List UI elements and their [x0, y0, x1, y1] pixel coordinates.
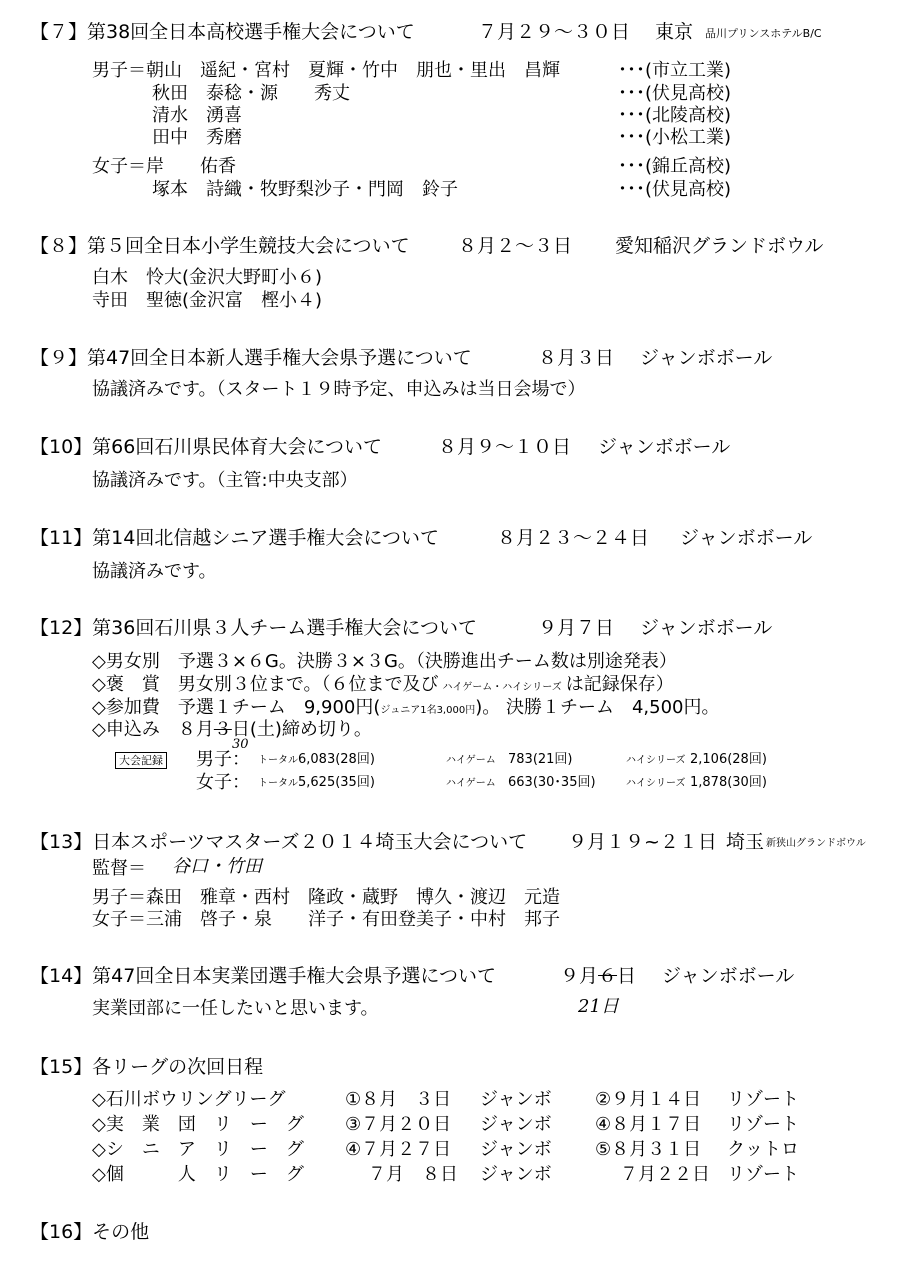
s15-venue-b-2: クットロ: [727, 1139, 799, 1160]
s7-girls-row-1: 塚本 詩織・牧野梨沙子・門岡 鈴子: [152, 179, 458, 200]
section-12-date: ９月７日: [538, 617, 615, 639]
section-7-heading: 【７】第38回全日本高校選手権大会について: [30, 21, 415, 43]
s8-line-0: 白木 怜大(金沢大野町小６): [92, 267, 323, 288]
s15-venue-a-3: ジャンボ: [480, 1164, 552, 1185]
s15-league-0: ◇石川ボウリングリーグ: [92, 1089, 286, 1110]
s13-girls: 女子＝三浦 啓子・泉 洋子・有田登美子・中村 邦子: [92, 909, 560, 930]
section-7-place: 東京: [655, 21, 694, 43]
s15-date-a-2: ④７月２７日: [345, 1139, 452, 1160]
record-label-box: 大会記録: [115, 752, 167, 769]
s7-boys-row-2: 清水 湧喜: [152, 105, 242, 126]
s12-boys-hg-label: ハイゲーム: [446, 755, 496, 766]
s13-coach-label: 監督＝: [92, 858, 146, 879]
section-7-date: ７月２９～３０日: [478, 21, 631, 43]
section-8-venue: 愛知稲沢グランドボウル: [615, 235, 824, 257]
section-9-heading: 【９】第47回全日本新人選手権大会県予選について: [30, 347, 472, 369]
s11-line: 協議済みです。: [92, 561, 217, 582]
s7-girls-school-1: ･･･(伏見高校): [618, 179, 732, 200]
s15-venue-b-1: リゾート: [727, 1114, 799, 1135]
section-11-heading: 【11】第14回北信越シニア選手権大会について: [30, 527, 439, 549]
section-10-date: ８月９～１０日: [438, 436, 572, 458]
section-11-date: ８月２３～２４日: [497, 527, 650, 549]
s12-girls-hg: 663(30･35回): [508, 775, 596, 790]
s12-line-3: [92, 699, 719, 717]
s12-record-label: [115, 751, 167, 767]
s14-date-month: ９月: [560, 965, 599, 987]
s15-date-a-0: ①８月 ３日: [345, 1089, 452, 1110]
s15-venue-a-2: ジャンボ: [480, 1139, 552, 1160]
s12-boys-total: 6,083(28回): [298, 752, 375, 767]
s15-venue-a-0: ジャンボ: [480, 1089, 552, 1110]
s13-coach-names: 谷口・竹田: [172, 856, 262, 877]
s12-girls-total: 5,625(35回): [298, 775, 375, 790]
s14-date-suffix: 日: [617, 965, 637, 987]
section-15-heading: 【15】各リーグの次回日程: [30, 1056, 264, 1078]
section-13-place: 埼玉: [726, 831, 765, 853]
s7-boys-row-0: 男子＝朝山 遥紀・宮村 夏輝・竹中 朋也・里出 昌輝: [92, 60, 560, 81]
section-7-venue: 品川プリンスホテルB/C: [705, 27, 822, 40]
s15-date-a-1: ③７月２０日: [345, 1114, 452, 1135]
section-14-date: [560, 967, 636, 986]
s12-line-1: ◇男女別 予選３×６G。決勝３×３G。（決勝進出チーム数は別途発表）: [92, 651, 677, 672]
s15-venue-b-0: リゾート: [727, 1089, 799, 1110]
s7-boys-school-3: ･･･(小松工業): [618, 127, 732, 148]
section-10-heading: 【10】第66回石川県民体育大会について: [30, 436, 382, 458]
s12-girls-hg-label: ハイゲーム: [446, 778, 496, 789]
s12-line-2: [92, 676, 674, 694]
s14-line: 実業団部に一任したいと思います。: [92, 998, 379, 1019]
s15-date-b-0: ②９月１４日: [595, 1089, 702, 1110]
s15-date-b-2: ⑤８月３１日: [595, 1139, 702, 1160]
s15-league-1: ◇実 業 団 リ ー グ: [92, 1114, 304, 1135]
s7-girls-row-0: 女子＝岸 佑香: [92, 156, 236, 177]
section-9-date: ８月３日: [538, 347, 615, 369]
section-9-venue: ジャンボボール: [640, 347, 773, 369]
s12-handwritten-correction: 30: [232, 737, 249, 752]
section-14-venue: ジャンボボール: [662, 965, 795, 987]
s12-line-4-text: ◇申込み ８月: [92, 719, 214, 740]
s7-boys-school-2: ･･･(北陵高校): [618, 105, 732, 126]
s7-boys-row-3: 田中 秀磨: [152, 127, 242, 148]
s9-line: 協議済みです。（スタート１９時予定、申込みは当日会場で）: [92, 379, 586, 400]
s12-line-3-text: ◇参加費 予選１チーム 9,900円(: [92, 697, 381, 718]
s12-line-2-text: ◇褒 賞 男女別３位まで。（６位まで及び: [92, 674, 439, 695]
section-8-date: ８月２～３日: [458, 235, 573, 257]
section-8-heading: 【８】第５回全日本小学生競技大会について: [30, 235, 410, 257]
s14-handwritten-correction: 21日: [578, 996, 619, 1017]
s12-line-3-small: ジュニア1名3,000円: [380, 705, 476, 716]
section-10-venue: ジャンボボール: [598, 436, 731, 458]
s10-line: 協議済みです。（主管:中央支部）: [92, 470, 358, 491]
s15-date-b-3: ７月２２日: [620, 1164, 710, 1185]
section-12-heading: 【12】第36回石川県３人チーム選手権大会について: [30, 617, 477, 639]
s12-boys-hg: 783(21回): [508, 752, 573, 767]
s12-girls-hs: 1,878(30回): [690, 775, 767, 790]
s12-line-3-end: )。 決勝１チーム 4,500円。: [475, 697, 720, 718]
s12-line-2-end: は記録保存）: [565, 674, 674, 695]
s12-struck-digit: ３: [213, 719, 232, 740]
s12-boys-hs: 2,106(28回): [690, 752, 767, 767]
s15-venue-b-3: リゾート: [727, 1164, 799, 1185]
section-13-heading: 【13】日本スポーツマスターズ２０１４埼玉大会について: [30, 831, 528, 853]
s14-struck-day: ６: [598, 965, 618, 987]
s13-boys: 男子＝森田 雅章・西村 隆政・蔵野 博久・渡辺 元造: [92, 887, 560, 908]
s15-league-3: ◇個 人 リ ー グ: [92, 1164, 304, 1185]
s12-boys-label: 男子：: [196, 749, 250, 770]
s15-venue-a-1: ジャンボ: [480, 1114, 552, 1135]
s7-girls-school-0: ･･･(錦丘高校): [618, 156, 732, 177]
s12-girls-total-label: トータル: [258, 778, 298, 789]
s7-boys-school-0: ･･･(市立工業): [618, 60, 732, 81]
s12-line-2-small: ハイゲーム・ハイシリーズ: [442, 682, 562, 693]
section-11-venue: ジャンボボール: [680, 527, 813, 549]
s15-date-b-1: ④８月１７日: [595, 1114, 702, 1135]
section-12-venue: ジャンボボール: [640, 617, 773, 639]
s8-line-1: 寺田 聖徳(金沢富 樫小４): [92, 290, 323, 311]
s12-girls-label: 女子：: [196, 772, 250, 793]
s7-boys-row-1: 秋田 泰稔・源 秀丈: [152, 83, 350, 104]
s12-boys-total-label: トータル: [258, 755, 298, 766]
s7-boys-school-1: ･･･(伏見高校): [618, 83, 732, 104]
section-13-date: ９月１９~２１日: [568, 831, 717, 853]
section-13-venue: 新狭山グランドボウル: [766, 838, 866, 849]
section-16-heading: 【16】その他: [30, 1221, 150, 1243]
s15-date-a-3: ７月 ８日: [368, 1164, 458, 1185]
s12-line-4-end: 日(土)締め切り。: [231, 719, 372, 740]
s12-girls-hs-label: ハイシリーズ: [626, 778, 686, 789]
section-14-heading: 【14】第47回全日本実業団選手権大会県予選について: [30, 965, 496, 987]
s15-league-2: ◇シ ニ ア リ ー グ: [92, 1139, 304, 1160]
s12-boys-hs-label: ハイシリーズ: [626, 755, 686, 766]
